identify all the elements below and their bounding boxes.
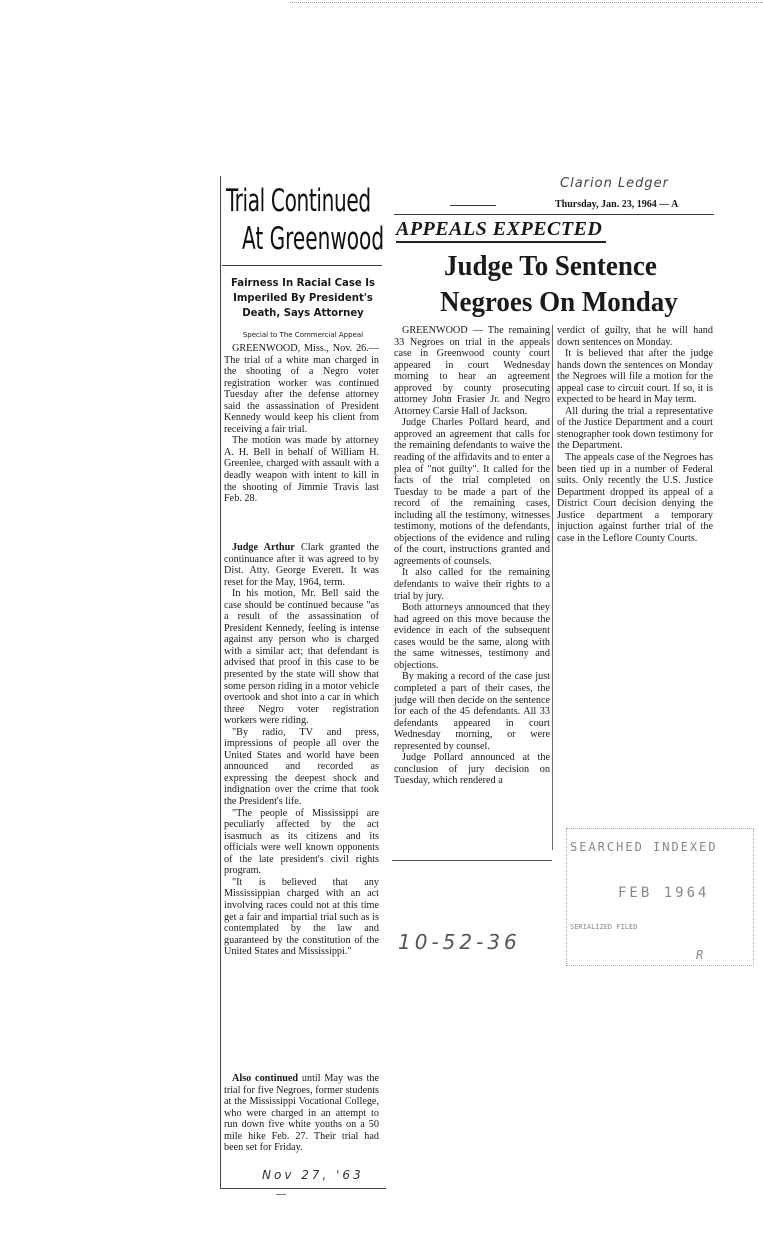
stamp-searched-indexed: SEARCHED INDEXED — [570, 840, 718, 854]
left-para-3-text: Clark granted the continuance after it was agreed to by Dist. Atty. George Everett. It was reset for the May, 1964, term. — [224, 542, 379, 588]
left-para-8-lead: Also continued — [232, 1073, 299, 1084]
left-headline-rule — [222, 265, 382, 266]
left-para-6: "The people of Mississippi are peculiarly affected by the act isasmuch as its citizens and its officials were well known opponents of the late president's civil rights program. — [224, 807, 379, 877]
right-column-separator — [552, 325, 553, 850]
left-para-7: "It is believed that any Mississippian charged with an act involving races could not at this time get a fair and impartial trial such as is contemplated by the law and guaranteed by the constitution of the United States and Mississippi." — [224, 876, 379, 958]
right-dash-mark — [450, 205, 496, 206]
left-para-2: The motion was made by attorney A. H. Bell in behalf of William H. Greenlee, charged with assault with a deadly weapon with intent to kill in the shooting of Jimmie Travis last Feb. 28. — [224, 435, 379, 505]
left-subhead: Fairness In Racial Case Is Imperiled By President's Death, Says Attorney — [230, 276, 376, 319]
left-para-3 — [224, 542, 379, 588]
left-para-4: In his motion, Mr. Bell said the case should be continued because "as a result of the assassination of President Kennedy, feeling is intense against any person who is charged with a similar act; that defendant is advised that proof in this case to be presented by the state will show that some person riding in a motor vehicle overtook and shot into a car in which three Negro voter registration workers were riding. — [224, 588, 379, 727]
stamp-serialized-filed: SERIALIZED FILED — [570, 923, 638, 931]
left-body-c — [224, 1073, 379, 1154]
right-c2-para-4: The appeals case of the Negroes has been tied up in a number of Federal suits. Only recently the U.S. Justice Department dropped its appeal of a District Court decision denying the Justice department a temporary injuction against further trial of the case in the Leflore County Courts. — [557, 452, 713, 544]
stamp-initial: R — [696, 948, 704, 962]
left-para-8 — [224, 1073, 379, 1154]
right-c1-para-3: It also called for the remaining defendants to waive their rights to a trial by jury. — [394, 567, 550, 602]
right-c2-para-2: It is believed that after the judge hands down the sentences on Monday the Negroes will file a motion for the appeal case to circuit court. If so, it is expected to be heard in May term. — [557, 348, 713, 406]
right-kicker-rule — [396, 241, 606, 243]
left-para-5: "By radio, TV and press, impressions of people all over the United States and world have been announced and recorded as expressing the deepest shock and indignation over the crime that took the President's life. — [224, 726, 379, 808]
handwritten-file-number: 10-52-36 — [398, 930, 521, 954]
left-para-1: GREENWOOD, Miss., Nov. 26.—The trial of a white man charged in the shooting of a Negro voter registration worker was continued Tuesday after the defense attorney said the assassination of President Kennedy would keep his client from receiving a fair trial. — [224, 343, 379, 435]
left-headline-line1: Trial Continued — [226, 183, 371, 219]
left-body-a — [224, 343, 379, 505]
bottom-dash — [276, 1194, 286, 1195]
right-dateline: Thursday, Jan. 23, 1964 — A — [555, 199, 679, 210]
right-column-1 — [394, 325, 550, 787]
top-dotted-edge — [290, 2, 763, 3]
right-c1-para-4: Both attorneys announced that they had agreed on this move because the evidence in each of the subsequent cases would be the same, along with the same witnesses, testimony and objections. — [394, 602, 550, 671]
right-headline-line2: Negroes On Monday — [440, 286, 678, 318]
right-headline-line1: Judge To Sentence — [444, 250, 657, 282]
left-body-b — [224, 542, 379, 958]
right-c2-para-3: All during the trial a representative of the Justice Department and a court stenographer took down testimony for the Department. — [557, 405, 713, 452]
right-c2-para-1: verdict of guilty, that he will hand down sentences on Monday. — [557, 325, 713, 348]
right-handwritten-source: Clarion Ledger — [560, 176, 670, 191]
fbi-index-stamp — [566, 828, 756, 968]
right-c1-para-2: Judge Charles Pollard heard, and approved an agreement that calls for the remaining defendants to waive the reading of the affidavits and to enter a plea of "not guilty". It called for the facts of the trial completed on Tuesday to be made a part of the record of the remaining cases, including all the testimony, witnesses testimony, motions of the defendants, objections of the evidence and ruling of the court, instructions granted and agreements of counsels. — [394, 417, 550, 567]
right-c1-para-5: By making a record of the case just completed a part of their cases, the judge will then decide on the sentence for each of the 45 defendants. All 33 defendants appeared in court Wednesday morning, or were represented by counsel. — [394, 671, 550, 752]
left-handwritten-date: Nov 27, '63 — [262, 1168, 364, 1182]
left-headline-line2: At Greenwood — [242, 221, 385, 257]
right-column-2 — [557, 325, 713, 544]
stamp-date: FEB 1964 — [618, 885, 710, 901]
left-para-8-text: until May was the trial for five Negroes, former students at the Mississippi Vocational College, who were charged in an attempt to run down five white youths on a 50 mile hike Feb. 27. Their trial had been set for Friday. — [224, 1073, 379, 1154]
left-para-3-lead: Judge Arthur — [232, 542, 295, 553]
right-top-rule — [394, 214, 714, 215]
right-c1-para-6: Judge Pollard announced at the conclusion of jury decision on Tuesday, which rendered a — [394, 752, 550, 787]
right-c1-para-1: GREENWOOD — The remaining 33 Negroes on trial in the appeals case in Greenwood county court appeared in court Wednesday morning to hear an agreement approved by county prosecuting attorney John Frasier Jr. and Negro Attorney Carsie Hall of Jackson. — [394, 325, 550, 417]
left-special-credit: Special to The Commercial Appeal — [242, 331, 364, 339]
right-kicker: APPEALS EXPECTED — [396, 218, 603, 240]
right-bottom-rule — [392, 860, 552, 861]
